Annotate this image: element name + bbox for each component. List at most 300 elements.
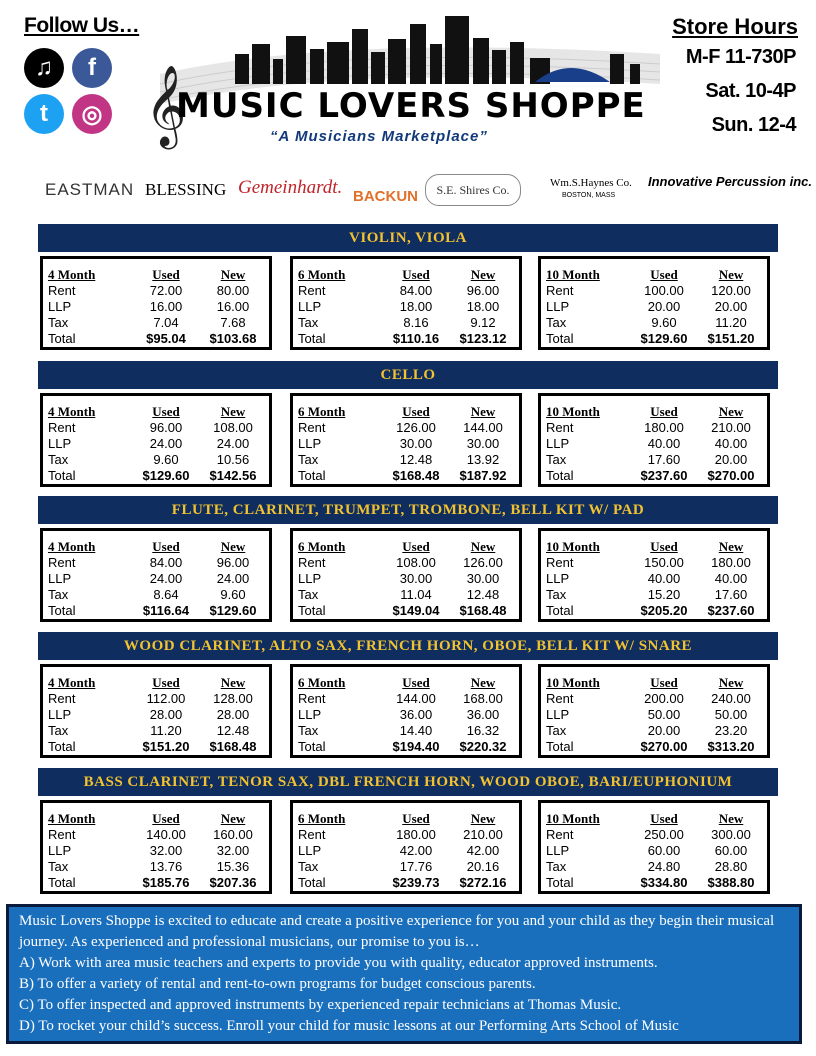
price-row-total — [48, 739, 264, 755]
price-row-total — [546, 331, 762, 347]
total-new-value: $272.16 — [459, 875, 507, 890]
tax-label: Tax — [48, 587, 69, 602]
price-row-total — [48, 603, 264, 619]
price-row-tax — [48, 587, 264, 603]
hours-saturday: Sat. 10-4P — [705, 80, 796, 102]
total-new-value: $168.48 — [209, 739, 257, 754]
llp-new-value: 40.00 — [714, 571, 748, 586]
price-row-tax — [298, 723, 514, 739]
used-header: Used — [650, 404, 678, 419]
brand-haynes-city: BOSTON, MASS — [562, 192, 616, 199]
used-header: Used — [650, 539, 678, 554]
tax-used-value: 9.60 — [651, 315, 677, 330]
price-box — [290, 528, 522, 622]
llp-used-value: 60.00 — [647, 843, 681, 858]
price-row-total — [546, 739, 762, 755]
llp-label: LLP — [48, 299, 72, 314]
tax-new-value: 9.12 — [470, 315, 496, 330]
price-row-llp — [298, 571, 514, 587]
price-row-tax — [298, 859, 514, 875]
price-row-llp — [546, 843, 762, 859]
llp-new-value: 16.00 — [216, 299, 250, 314]
price-row-total — [298, 603, 514, 619]
new-header: New — [718, 675, 744, 690]
price-header-row — [546, 267, 762, 283]
used-header: Used — [402, 675, 430, 690]
tax-label: Tax — [48, 315, 69, 330]
llp-new-value: 20.00 — [714, 299, 748, 314]
price-box — [538, 800, 770, 894]
tagline: “A Musicians Marketplace” — [270, 128, 488, 145]
new-header: New — [718, 811, 744, 826]
total-label: Total — [298, 468, 326, 483]
tax-new-value: 9.60 — [220, 587, 246, 602]
section-banner: FLUTE, CLARINET, TRUMPET, TROMBONE, BELL KIT W/ PAD — [38, 496, 778, 524]
tax-used-value: 20.00 — [647, 723, 681, 738]
tax-new-value: 16.32 — [466, 723, 500, 738]
price-row-rent — [298, 691, 514, 707]
rent-label: Rent — [546, 827, 574, 842]
tax-used-value: 24.80 — [647, 859, 681, 874]
tax-used-value: 8.64 — [153, 587, 179, 602]
new-header: New — [470, 675, 496, 690]
price-box — [290, 256, 522, 350]
rent-label: Rent — [546, 420, 574, 435]
total-new-value: $168.48 — [459, 603, 507, 618]
price-row-rent — [48, 283, 264, 299]
new-header: New — [220, 811, 246, 826]
rent-new-value: 160.00 — [213, 827, 253, 842]
llp-label: LLP — [546, 843, 570, 858]
llp-new-value: 32.00 — [216, 843, 250, 858]
total-new-value: $103.68 — [209, 331, 257, 346]
price-row-tax — [48, 723, 264, 739]
tax-new-value: 12.48 — [216, 723, 250, 738]
term-label: 10 Month — [546, 539, 600, 554]
llp-label: LLP — [546, 299, 570, 314]
price-box — [290, 800, 522, 894]
price-row-rent — [48, 555, 264, 571]
total-label: Total — [48, 739, 76, 754]
tax-new-value: 7.68 — [220, 315, 246, 330]
price-header-row — [546, 539, 762, 555]
total-used-value: $168.48 — [392, 468, 440, 483]
total-label: Total — [298, 331, 326, 346]
new-header: New — [470, 811, 496, 826]
price-row-total — [298, 875, 514, 891]
llp-label: LLP — [546, 707, 570, 722]
total-new-value: $123.12 — [459, 331, 507, 346]
llp-label: LLP — [48, 571, 72, 586]
total-label: Total — [546, 331, 574, 346]
total-label: Total — [546, 468, 574, 483]
term-label: 4 Month — [48, 811, 96, 826]
price-row-llp — [298, 436, 514, 452]
rent-new-value: 240.00 — [711, 691, 751, 706]
hours-weekday: M-F 11-730P — [685, 46, 796, 68]
price-row-llp — [48, 571, 264, 587]
rent-new-value: 300.00 — [711, 827, 751, 842]
total-label: Total — [546, 875, 574, 890]
tax-used-value: 7.04 — [153, 315, 179, 330]
price-row-total — [48, 468, 264, 484]
price-row-total — [298, 331, 514, 347]
tax-label: Tax — [546, 723, 567, 738]
term-label: 6 Month — [298, 404, 346, 419]
total-label: Total — [48, 331, 76, 346]
tax-label: Tax — [546, 315, 567, 330]
llp-used-value: 30.00 — [399, 436, 433, 451]
new-header: New — [718, 539, 744, 554]
promise-b: B) To offer a variety of rental and rent-to-own programs for budget conscious parents. — [19, 976, 536, 992]
tax-used-value: 9.60 — [153, 452, 179, 467]
rent-new-value: 80.00 — [216, 283, 250, 298]
price-row-llp — [48, 436, 264, 452]
llp-label: LLP — [48, 707, 72, 722]
total-label: Total — [298, 603, 326, 618]
price-row-rent — [298, 283, 514, 299]
promise-intro: Music Lovers Shoppe is excited to educate and create a positive experience for you and your child as they begin their musical journey. As experienced and professional musicians, our promise to you is… — [19, 913, 775, 950]
price-header-row — [48, 811, 264, 827]
llp-new-value: 18.00 — [466, 299, 500, 314]
term-label: 4 Month — [48, 675, 96, 690]
price-row-tax — [546, 315, 762, 331]
rent-used-value: 150.00 — [644, 555, 684, 570]
llp-used-value: 40.00 — [647, 571, 681, 586]
tax-new-value: 10.56 — [216, 452, 250, 467]
term-label: 10 Month — [546, 675, 600, 690]
price-box — [40, 256, 272, 350]
price-row-total — [546, 875, 762, 891]
llp-label: LLP — [48, 436, 72, 451]
brand-backun: BACKUN — [353, 188, 418, 205]
tax-used-value: 12.48 — [399, 452, 433, 467]
llp-label: LLP — [546, 436, 570, 451]
price-box — [40, 664, 272, 758]
used-header: Used — [402, 267, 430, 282]
tax-new-value: 13.92 — [466, 452, 500, 467]
llp-used-value: 50.00 — [647, 707, 681, 722]
tax-used-value: 11.20 — [150, 723, 182, 738]
price-box — [290, 393, 522, 487]
rent-used-value: 72.00 — [149, 283, 183, 298]
term-label: 10 Month — [546, 404, 600, 419]
tax-used-value: 17.60 — [647, 452, 681, 467]
used-header: Used — [402, 404, 430, 419]
used-header: Used — [152, 675, 180, 690]
new-header: New — [470, 267, 496, 282]
tax-new-value: 15.36 — [216, 859, 250, 874]
llp-new-value: 24.00 — [216, 436, 250, 451]
rent-new-value: 120.00 — [711, 283, 751, 298]
price-row-llp — [48, 299, 264, 315]
term-label: 6 Month — [298, 811, 346, 826]
price-row-llp — [546, 436, 762, 452]
rent-new-value: 108.00 — [213, 420, 253, 435]
price-row-rent — [48, 420, 264, 436]
rent-label: Rent — [546, 283, 574, 298]
rent-used-value: 144.00 — [396, 691, 436, 706]
rent-label: Rent — [546, 691, 574, 706]
llp-used-value: 24.00 — [149, 436, 183, 451]
price-header-row — [48, 675, 264, 691]
price-header-row — [546, 811, 762, 827]
llp-label: LLP — [298, 436, 322, 451]
llp-new-value: 24.00 — [216, 571, 250, 586]
llp-label: LLP — [298, 299, 322, 314]
new-header: New — [220, 404, 246, 419]
tax-label: Tax — [48, 452, 69, 467]
llp-used-value: 30.00 — [399, 571, 433, 586]
rent-label: Rent — [48, 827, 76, 842]
price-header-row — [298, 539, 514, 555]
total-new-value: $313.20 — [707, 739, 755, 754]
brand-eastman: EASTMAN — [45, 180, 135, 199]
price-row-tax — [546, 452, 762, 468]
term-label: 4 Month — [48, 267, 96, 282]
llp-used-value: 18.00 — [399, 299, 433, 314]
term-label: 6 Month — [298, 675, 346, 690]
section-banner: VIOLIN, VIOLA — [38, 224, 778, 252]
tax-label: Tax — [546, 587, 567, 602]
price-box — [40, 528, 272, 622]
follow-us-label: Follow Us… — [24, 14, 140, 37]
rent-label: Rent — [48, 555, 76, 570]
price-box — [538, 528, 770, 622]
store-hours-title: Store Hours — [672, 14, 798, 39]
llp-new-value: 30.00 — [466, 571, 500, 586]
llp-used-value: 32.00 — [149, 843, 183, 858]
price-row-tax — [298, 587, 514, 603]
used-header: Used — [650, 267, 678, 282]
tax-label: Tax — [298, 587, 319, 602]
new-header: New — [718, 404, 744, 419]
price-row-llp — [298, 843, 514, 859]
total-label: Total — [298, 739, 326, 754]
rent-new-value: 96.00 — [216, 555, 250, 570]
llp-new-value: 60.00 — [714, 843, 748, 858]
llp-label: LLP — [298, 707, 322, 722]
llp-used-value: 24.00 — [149, 571, 183, 586]
rent-used-value: 100.00 — [644, 283, 684, 298]
tax-new-value: 17.60 — [714, 587, 748, 602]
twitter-icon[interactable]: t — [24, 94, 64, 134]
rent-used-value: 180.00 — [644, 420, 684, 435]
llp-used-value: 42.00 — [399, 843, 433, 858]
total-used-value: $151.20 — [142, 739, 190, 754]
total-new-value: $187.92 — [459, 468, 507, 483]
price-header-row — [48, 539, 264, 555]
used-header: Used — [402, 539, 430, 554]
rent-used-value: 126.00 — [396, 420, 436, 435]
rent-label: Rent — [298, 691, 326, 706]
price-row-llp — [546, 299, 762, 315]
rent-used-value: 140.00 — [146, 827, 186, 842]
new-header: New — [470, 539, 496, 554]
price-row-total — [298, 468, 514, 484]
total-new-value: $237.60 — [707, 603, 755, 618]
llp-used-value: 40.00 — [647, 436, 681, 451]
facebook-icon[interactable]: f — [72, 48, 112, 88]
price-row-rent — [546, 691, 762, 707]
term-label: 6 Month — [298, 267, 346, 282]
total-used-value: $95.04 — [146, 331, 186, 346]
price-header-row — [546, 675, 762, 691]
llp-label: LLP — [298, 571, 322, 586]
total-label: Total — [298, 875, 326, 890]
used-header: Used — [650, 811, 678, 826]
llp-new-value: 36.00 — [466, 707, 500, 722]
tax-used-value: 11.04 — [400, 587, 432, 602]
brand-shires: S.E. Shires Co. — [425, 174, 521, 206]
price-row-total — [298, 739, 514, 755]
llp-used-value: 20.00 — [647, 299, 681, 314]
price-box — [40, 393, 272, 487]
new-header: New — [220, 267, 246, 282]
term-label: 4 Month — [48, 404, 96, 419]
tax-label: Tax — [546, 452, 567, 467]
rent-label: Rent — [298, 827, 326, 842]
used-header: Used — [152, 267, 180, 282]
rent-used-value: 250.00 — [644, 827, 684, 842]
price-row-total — [546, 468, 762, 484]
tax-new-value: 20.16 — [466, 859, 500, 874]
tax-used-value: 14.40 — [399, 723, 433, 738]
llp-new-value: 40.00 — [714, 436, 748, 451]
tax-used-value: 15.20 — [647, 587, 681, 602]
rent-new-value: 144.00 — [463, 420, 503, 435]
price-row-rent — [298, 420, 514, 436]
svg-text:𝄞: 𝄞 — [145, 64, 187, 146]
total-new-value: $207.36 — [209, 875, 257, 890]
price-box — [290, 664, 522, 758]
price-row-rent — [48, 827, 264, 843]
rent-new-value: 128.00 — [213, 691, 253, 706]
brand-innovative-percussion: Innovative Percussion inc. — [648, 174, 812, 189]
price-row-total — [546, 603, 762, 619]
rent-new-value: 96.00 — [466, 283, 500, 298]
used-header: Used — [152, 539, 180, 554]
shop-name: MUSIC LOVERS SHOPPE — [176, 86, 646, 126]
price-row-llp — [298, 707, 514, 723]
price-header-row — [298, 675, 514, 691]
total-new-value: $142.56 — [209, 468, 257, 483]
shop-icon[interactable]: ♫ — [24, 48, 64, 88]
rent-label: Rent — [48, 420, 76, 435]
price-box — [40, 800, 272, 894]
llp-used-value: 28.00 — [149, 707, 183, 722]
tax-used-value: 8.16 — [403, 315, 429, 330]
used-header: Used — [152, 811, 180, 826]
rent-used-value: 180.00 — [396, 827, 436, 842]
tax-label: Tax — [298, 315, 319, 330]
price-row-tax — [48, 452, 264, 468]
price-row-tax — [546, 723, 762, 739]
rent-new-value: 126.00 — [463, 555, 503, 570]
rent-used-value: 84.00 — [399, 283, 433, 298]
rent-used-value: 96.00 — [149, 420, 183, 435]
price-row-rent — [298, 827, 514, 843]
new-header: New — [220, 675, 246, 690]
price-header-row — [298, 404, 514, 420]
total-new-value: $220.32 — [459, 739, 507, 754]
price-row-tax — [48, 315, 264, 331]
total-new-value: $151.20 — [707, 331, 755, 346]
total-label: Total — [48, 875, 76, 890]
section-banner: CELLO — [38, 361, 778, 389]
tax-label: Tax — [546, 859, 567, 874]
promise-a: A) Work with area music teachers and experts to provide you with quality, educator approved instruments. — [19, 955, 658, 971]
rent-used-value: 84.00 — [149, 555, 183, 570]
price-row-llp — [48, 707, 264, 723]
llp-label: LLP — [546, 571, 570, 586]
llp-new-value: 30.00 — [466, 436, 500, 451]
promise-c: C) To offer inspected and approved instruments by experienced repair technicians at Thomas Music. — [19, 997, 622, 1013]
tax-used-value: 13.76 — [149, 859, 183, 874]
brand-haynes: Wm.S.Haynes Co. — [550, 177, 632, 189]
section-banner: BASS CLARINET, TENOR SAX, DBL FRENCH HORN, WOOD OBOE, BARI/EUPHONIUM — [38, 768, 778, 796]
tax-label: Tax — [298, 452, 319, 467]
total-label: Total — [48, 603, 76, 618]
rent-label: Rent — [48, 283, 76, 298]
price-box — [538, 664, 770, 758]
instagram-icon[interactable]: ◎ — [72, 94, 112, 134]
total-used-value: $334.80 — [640, 875, 688, 890]
total-label: Total — [546, 603, 574, 618]
promise-box — [6, 904, 802, 1044]
used-header: Used — [152, 404, 180, 419]
term-label: 10 Month — [546, 811, 600, 826]
total-used-value: $129.60 — [142, 468, 190, 483]
price-row-tax — [546, 859, 762, 875]
total-used-value: $149.04 — [392, 603, 440, 618]
total-label: Total — [48, 468, 76, 483]
total-used-value: $237.60 — [640, 468, 688, 483]
price-header-row — [298, 267, 514, 283]
used-header: Used — [650, 675, 678, 690]
price-row-rent — [546, 283, 762, 299]
total-used-value: $270.00 — [640, 739, 688, 754]
tax-label: Tax — [48, 859, 69, 874]
llp-used-value: 16.00 — [149, 299, 183, 314]
total-used-value: $116.64 — [142, 603, 190, 618]
rent-label: Rent — [48, 691, 76, 706]
total-new-value: $388.80 — [707, 875, 755, 890]
tax-new-value: 11.20 — [715, 315, 747, 330]
total-label: Total — [546, 739, 574, 754]
tax-label: Tax — [48, 723, 69, 738]
price-row-rent — [48, 691, 264, 707]
price-header-row — [48, 267, 264, 283]
rent-used-value: 112.00 — [146, 691, 186, 706]
tax-label: Tax — [298, 723, 319, 738]
total-used-value: $110.16 — [392, 331, 440, 346]
section-banner: WOOD CLARINET, ALTO SAX, FRENCH HORN, OBOE, BELL KIT W/ SNARE — [38, 632, 778, 660]
price-header-row — [298, 811, 514, 827]
llp-label: LLP — [48, 843, 72, 858]
price-row-llp — [48, 843, 264, 859]
term-label: 4 Month — [48, 539, 96, 554]
tax-new-value: 28.80 — [714, 859, 748, 874]
price-row-total — [48, 875, 264, 891]
price-row-tax — [298, 315, 514, 331]
rent-new-value: 180.00 — [711, 555, 751, 570]
promise-d: D) To rocket your child’s success. Enroll your child for music lessons at our Performing Arts School of Music — [19, 1018, 679, 1034]
tax-new-value: 23.20 — [714, 723, 748, 738]
price-row-rent — [546, 420, 762, 436]
price-row-rent — [546, 555, 762, 571]
hours-sunday: Sun. 12-4 — [711, 114, 796, 136]
